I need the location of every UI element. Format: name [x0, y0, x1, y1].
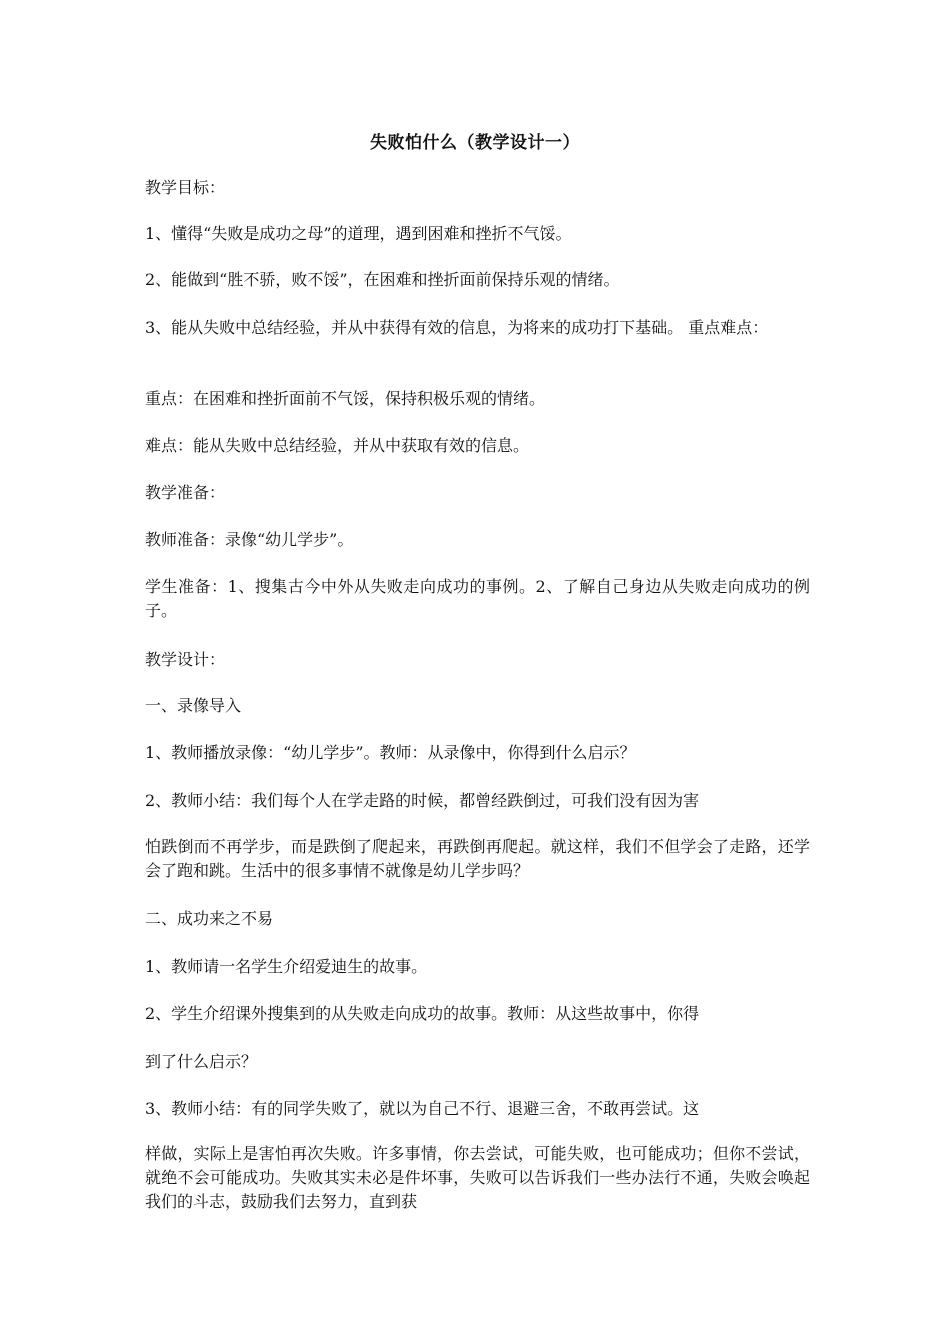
paragraph-goal-1: 1、懂得“失败是成功之母”的道理，遇到困难和挫折不气馁。 — [145, 224, 572, 243]
paragraph-preparation-heading: 教学准备： — [145, 483, 226, 502]
paragraph-teacher-preparation: 教师准备：录像“幼儿学步”。 — [145, 530, 354, 549]
paragraph-difficult-point: 难点：能从失败中总结经验，并从中获取有效的信息。 — [145, 436, 530, 455]
paragraph-section-2-item-1: 1、教师请一名学生介绍爱迪生的故事。 — [145, 957, 428, 976]
paragraph-section-2-item-3-line-1: 3、教师小结：有的同学失败了，就以为自己不行、退避三舍，不敢再尝试。这 — [145, 1099, 700, 1118]
paragraph-section-2-item-3-continued: 样做，实际上是害怕再次失败。许多事情，你去尝试，可能失败，也可能成功；但你不尝试，就绝不会可能成功。失败其实未必是件坏事，失败可以告诉我们一些办法行不通，失败会唤起我们的斗志，鼓励我们去努力，直到获 — [145, 1144, 810, 1211]
paragraph-key-point: 重点：在困难和挫折面前不气馁，保持积极乐观的情绪。 — [145, 389, 546, 408]
paragraph-section-1-heading: 一、录像导入 — [145, 696, 242, 715]
paragraph-section-1-item-1: 1、教师播放录像：“幼儿学步”。教师：从录像中，你得到什么启示？ — [145, 743, 636, 762]
paragraph-section-1-item-2-line-1: 2、教师小结：我们每个人在学走路的时候，都曾经跌倒过，可我们没有因为害 — [145, 791, 700, 810]
paragraph-section-2-item-2-line-2: 到了什么启示？ — [145, 1052, 258, 1071]
paragraph-section-2-heading: 二、成功来之不易 — [145, 909, 274, 928]
paragraph-student-preparation: 学生准备：1、搜集古今中外从失败走向成功的事例。2、了解自己身边从失败走向成功的例子。 — [145, 577, 810, 620]
paragraph-goal-2: 2、能做到“胜不骄，败不馁”，在困难和挫折面前保持乐观的情绪。 — [145, 270, 620, 289]
paragraph-section-1-item-2-continued: 怕跌倒而不再学步，而是跌倒了爬起来，再跌倒再爬起。就这样，我们不但学会了走路，还学会了跑和跳。生活中的很多事情不就像是幼儿学步吗？ — [145, 837, 810, 880]
paragraph-design-heading: 教学设计： — [145, 650, 226, 669]
paragraph-teaching-goals-heading: 教学目标： — [145, 178, 226, 197]
document-title: 失败怕什么（教学设计一） — [370, 133, 580, 153]
paragraph-section-2-item-2-line-1: 2、学生介绍课外搜集到的从失败走向成功的故事。教师：从这些故事中，你得 — [145, 1004, 700, 1023]
paragraph-goal-3: 3、能从失败中总结经验，并从中获得有效的信息，为将来的成功打下基础。 重点难点： — [145, 318, 769, 337]
